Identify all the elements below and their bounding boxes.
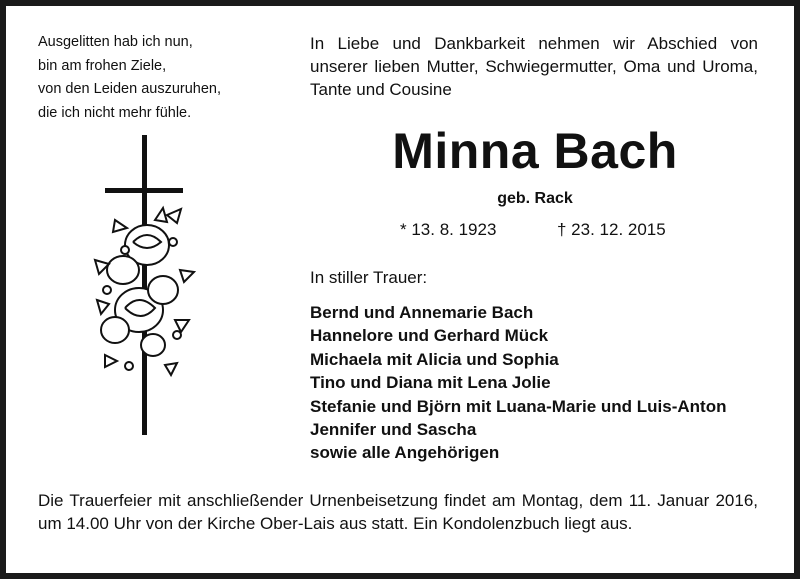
mourner: Bernd und Annemarie Bach xyxy=(310,303,534,322)
poem-line: von den Leiden auszuruhen, xyxy=(38,81,222,97)
mourner: sowie alle Angehörigen xyxy=(310,443,500,463)
poem xyxy=(38,31,221,125)
mourning-label: In stiller Trauer: xyxy=(310,268,428,287)
mourner: Tino und Diana mit Lena Jolie xyxy=(310,373,551,393)
mourner: Stefanie und Björn mit Luana-Marie und Luis-Anton xyxy=(310,396,727,416)
birth-date: * 13. 8. 1923 xyxy=(400,220,497,239)
death-date: † 23. 12. 2015 xyxy=(557,220,666,239)
poem-line: Ausgelitten hab ich nun, xyxy=(38,34,193,50)
funeral-notice: Die Trauerfeier mit anschließender Urnenbeisetzung findet am Montag, dem 11. Januar 2016, um 14.00 Uhr von der Kirche Ober-Lais aus statt. Ein Kondolenzbuch liegt aus. xyxy=(38,491,758,533)
intro-text: In Liebe und Dankbarkeit nehmen wir Abschied von unserer lieben Mutter, Schwiegermutter, Oma und Uroma, Tante und Cousine xyxy=(310,34,758,99)
poem-line: die ich nicht mehr fühle. xyxy=(38,104,192,121)
mourners-list xyxy=(310,301,727,465)
mourner: Jennifer und Sascha xyxy=(310,420,477,440)
cross-with-roses-icon xyxy=(55,130,205,440)
maiden-name: geb. Rack xyxy=(497,190,573,207)
deceased-name: Minna Bach xyxy=(392,123,678,179)
mourner: Michaela mit Alicia und Sophia xyxy=(310,349,559,369)
poem-line: bin am frohen Ziele, xyxy=(38,57,167,74)
mourner: Hannelore und Gerhard Mück xyxy=(310,326,549,346)
